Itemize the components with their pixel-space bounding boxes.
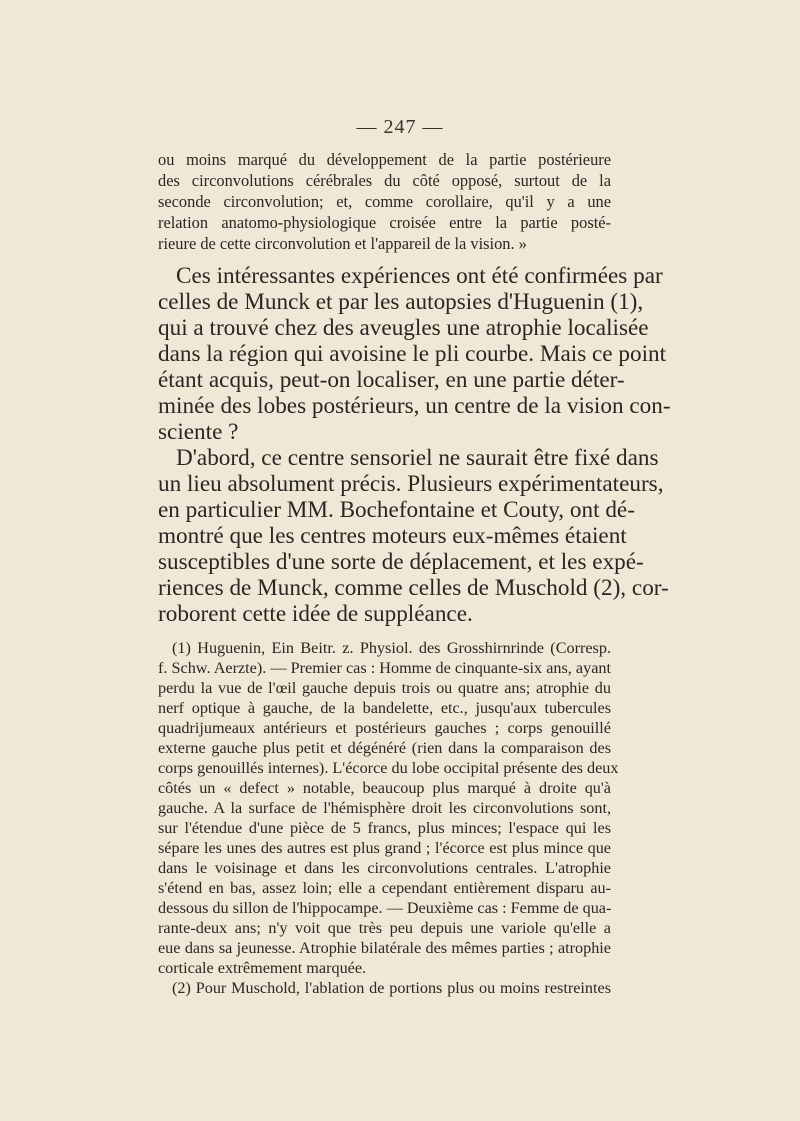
- quote-line: relation anatomo-physiologique croisée entre la partie posté-: [158, 213, 611, 232]
- footnote-line: corticale extrêmement marquée.: [158, 959, 367, 977]
- footnote-line: rante-deux ans; n'y voit que très peu depuis une variole qu'elle a: [158, 919, 611, 937]
- body-line: riences de Munck, comme celles de Muschold (2), cor-: [158, 575, 669, 601]
- footnote-line: s'étend en bas, assez loin; elle a cependant entièrement disparu au-: [158, 879, 611, 897]
- quote-line: seconde circonvolution; et, comme corollaire, qu'il y a une: [158, 192, 611, 211]
- footnote-line: externe gauche plus petit et dégénéré (rien dans la comparaison des: [158, 739, 611, 757]
- footnote-line: dessous du sillon de l'hippocampe. — Deuxième cas : Femme de qua-: [158, 899, 612, 917]
- footnote-line: gauche. A la surface de l'hémisphère droit les circonvolutions sont,: [158, 799, 611, 817]
- footnote-line: quadrijumeaux antérieurs et postérieurs gauches ; corps genouillé: [158, 719, 611, 737]
- body-line: susceptibles d'une sorte de déplacement, et les expé-: [158, 549, 644, 575]
- body-line: celles de Munck et par les autopsies d'Huguenin (1),: [158, 289, 644, 315]
- quote-line: rieure de cette circonvolution et l'appareil de la vision. »: [158, 234, 527, 253]
- footnote-line: f. Schw. Aerzte). — Premier cas : Homme de cinquante-six ans, ayant: [158, 659, 611, 677]
- footnote-line: (2) Pour Muschold, l'ablation de portions plus ou moins restreintes: [172, 979, 611, 997]
- footnote-line: dans le voisinage et dans les circonvolutions centrales. L'atrophie: [158, 859, 611, 877]
- body-line: minée des lobes postérieurs, un centre de la vision con-: [158, 393, 671, 419]
- footnote-line: perdu la vue de l'œil gauche depuis trois ou quatre ans; atrophie du: [158, 679, 611, 697]
- footnote-line: (1) Huguenin, Ein Beitr. z. Physiol. des Grosshirnrinde (Corresp.: [172, 639, 611, 657]
- footnote-line: eue dans sa jeunesse. Atrophie bilatérale des mêmes parties ; atrophie: [158, 939, 611, 957]
- footnote-line: sépare les unes des autres est plus grand ; l'écorce est plus mince que: [158, 839, 611, 857]
- body-line: un lieu absolument précis. Plusieurs expérimentateurs,: [158, 471, 664, 497]
- body-line: D'abord, ce centre sensoriel ne saurait être fixé dans: [176, 445, 659, 471]
- body-line: montré que les centres moteurs eux-mêmes étaient: [158, 523, 627, 549]
- body-line: roborent cette idée de suppléance.: [158, 601, 473, 627]
- quote-line: des circonvolutions cérébrales du côté opposé, surtout de la: [158, 171, 611, 190]
- body-line: dans la région qui avoisine le pli courbe. Mais ce point: [158, 341, 667, 367]
- body-line: en particulier MM. Bochefontaine et Couty, ont dé-: [158, 497, 635, 523]
- body-line: qui a trouvé chez des aveugles une atrophie localisée: [158, 315, 649, 341]
- footnote-line: nerf optique à gauche, de la bandelette, etc., jusqu'aux tubercules: [158, 699, 611, 717]
- footnote-line: côtés un « defect » notable, beaucoup plus marqué à droite qu'à: [158, 779, 611, 797]
- body-line: sciente ?: [158, 419, 239, 445]
- quote-line: ou moins marqué du développement de la partie postérieure: [158, 150, 611, 169]
- footnote-line: corps genouillés internes). L'écorce du lobe occipital présente des deux: [158, 759, 619, 777]
- body-line: étant acquis, peut-on localiser, en une partie déter-: [158, 367, 625, 393]
- footnote-line: sur l'étendue d'une pièce de 5 francs, plus minces; l'espace qui les: [158, 819, 611, 837]
- page-number: — 247 —: [356, 116, 444, 138]
- body-line: Ces intéressantes expériences ont été confirmées par: [176, 263, 663, 289]
